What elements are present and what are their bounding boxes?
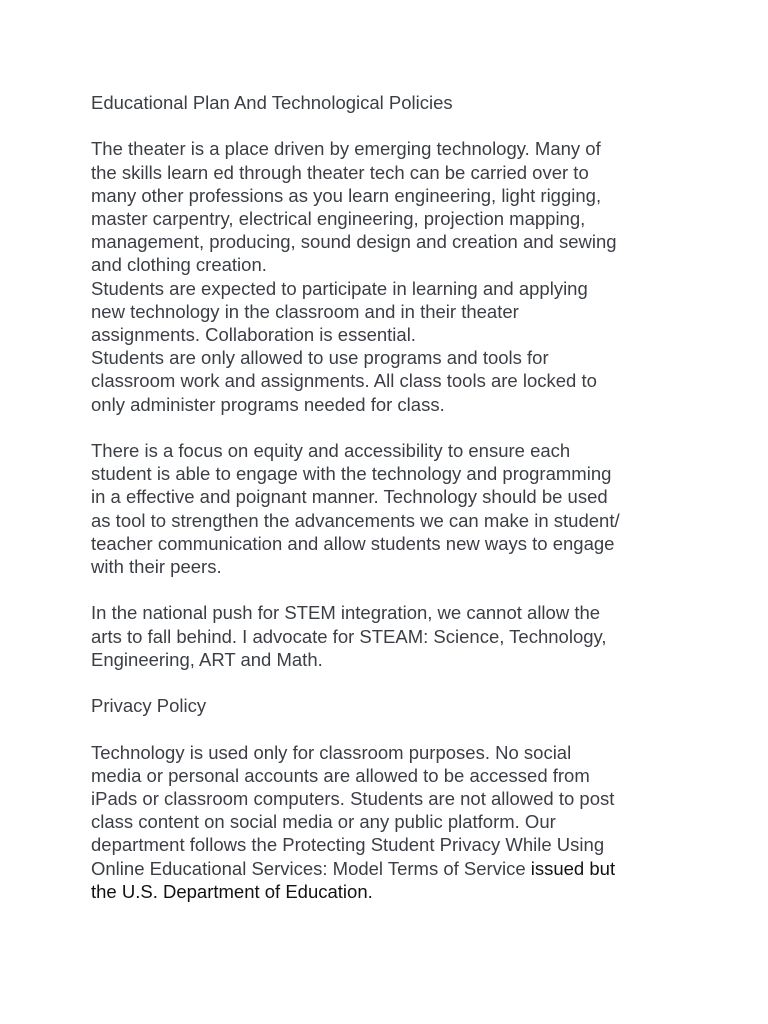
privacy-heading: Privacy Policy bbox=[91, 695, 207, 717]
text-line: assignments. Collaboration is essential. bbox=[91, 324, 416, 346]
document-page bbox=[91, 91, 731, 903]
model-terms-text: Online Educational Services: Model Terms of Service bbox=[91, 857, 526, 879]
text-line: class content on social media or any public platform. Our bbox=[91, 811, 556, 833]
spacer bbox=[91, 416, 731, 439]
paragraph-steam bbox=[91, 601, 731, 671]
text-line: The theater is a place driven by emerging technology. Many of bbox=[91, 138, 601, 160]
text-line: department follows the Protecting Student Privacy While Using bbox=[91, 834, 605, 856]
text-line: the U.S. Department of Education. bbox=[91, 880, 373, 902]
document-title: Educational Plan And Technological Policies bbox=[91, 92, 453, 113]
text-line: many other professions as you learn engineering, light rigging, bbox=[91, 184, 602, 206]
text-line: classroom work and assignments. All class tools are locked to bbox=[91, 370, 597, 392]
text-line: There is a focus on equity and accessibility to ensure each bbox=[91, 440, 571, 462]
text-line: Students are expected to participate in learning and applying bbox=[91, 277, 588, 299]
text-line: with their peers. bbox=[91, 556, 222, 578]
text-line: in a effective and poignant manner. Technology should be used bbox=[91, 486, 608, 508]
text-line: Technology is used only for classroom purposes. No social bbox=[91, 741, 572, 763]
text-line: In the national push for STEM integration, we cannot allow the bbox=[91, 602, 601, 624]
text-line: iPads or classroom computers. Students are not allowed to post bbox=[91, 788, 615, 810]
text-line: media or personal accounts are allowed to be accessed from bbox=[91, 764, 590, 786]
text-line: only administer programs needed for class. bbox=[91, 393, 445, 415]
text-line: teacher communication and allow students new ways to engage bbox=[91, 532, 615, 554]
text-line: new technology in the classroom and in their theater bbox=[91, 300, 519, 322]
text-line bbox=[91, 857, 731, 880]
spacer bbox=[91, 717, 731, 740]
text-line: management, producing, sound design and creation and sewing bbox=[91, 231, 617, 253]
paragraph-equity bbox=[91, 439, 731, 578]
spacer bbox=[91, 578, 731, 601]
text-line: master carpentry, electrical engineering, projection mapping, bbox=[91, 208, 586, 229]
text-line: Engineering, ART and Math. bbox=[91, 648, 323, 670]
text-line: arts to fall behind. I advocate for STEAM: Science, Technology, bbox=[91, 625, 607, 647]
text-line: student is able to engage with the technology and programming bbox=[91, 463, 612, 485]
spacer bbox=[91, 671, 731, 694]
paragraph-privacy bbox=[91, 741, 731, 903]
spacer bbox=[91, 114, 731, 137]
text-line: as tool to strengthen the advancements we can make in student/ bbox=[91, 509, 620, 531]
paragraph-theater-technology bbox=[91, 137, 731, 415]
text-line: Students are only allowed to use programs and tools for bbox=[91, 347, 549, 369]
text-line: and clothing creation. bbox=[91, 254, 267, 276]
issued-text: issued but bbox=[525, 857, 616, 879]
text-line: the skills learn ed through theater tech can be carried over to bbox=[91, 161, 589, 183]
